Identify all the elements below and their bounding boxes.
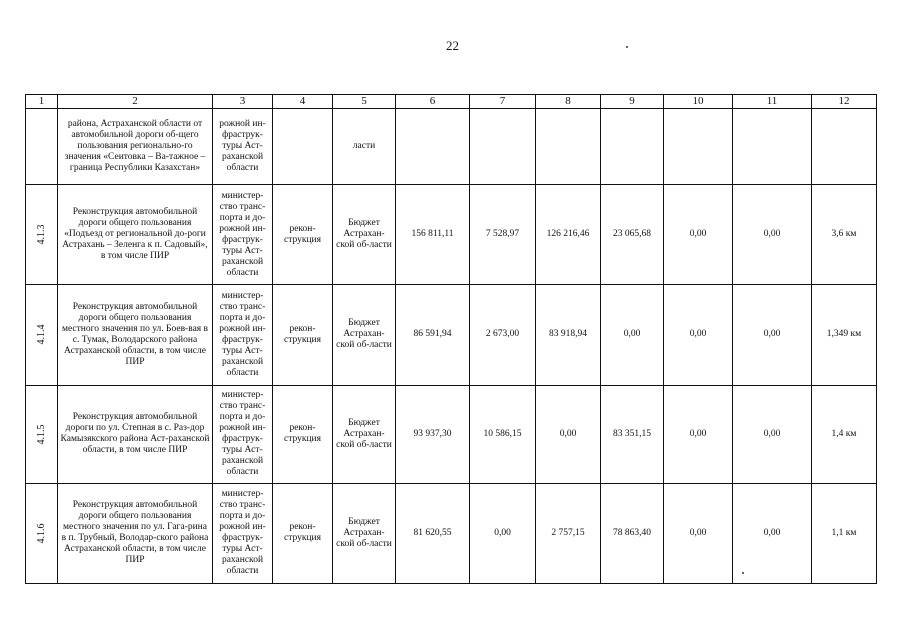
cell-col11: 0,00 [733,483,812,583]
column-header: 11 [733,95,812,109]
cell-work-type: рекон-струкция [273,185,333,285]
cell-empty [536,109,601,185]
cell-executor: министер-ство транс-порта и до-рожной ин-фраструк-туры Аст-раханской области [213,385,273,483]
cell-total: 86 591,94 [396,285,470,385]
cell-col10: 0,00 [664,385,733,483]
cell-length: 1,4 км [812,385,877,483]
cell-length: 3,6 км [812,185,877,285]
cell-description: Реконструкция автомобильной дороги общего пользования «Подъезд от региональной до-роги Астрахань – Зеленга к п. Садовый», в том числе ПИР [58,185,213,285]
cell-number [26,285,58,385]
cell-number [26,483,58,583]
column-header: 10 [664,95,733,109]
scan-speck [626,46,628,48]
cell-description: Реконструкция автомобильной дороги общего пользования местного значения по ул. Гага-рина в п. Трубный, Володар-ского района Астраханской области, в том числе ПИР [58,483,213,583]
cell-executor: министер-ство транс-порта и до-рожной ин-фраструк-туры Аст-раханской области [213,483,273,583]
cell-description: района, Астраханской области от автомобильной дороги об-щего пользования регионально-го значения «Сеитовка – Ва-тажное – граница Республики Казахстан» [58,109,213,185]
column-header: 8 [536,95,601,109]
cell-work-type: рекон-струкция [273,483,333,583]
cell-col8: 126 216,46 [536,185,601,285]
row-number: 4.1.5 [36,424,47,445]
cell-col7: 7 528,97 [470,185,536,285]
table-row [26,385,877,483]
cell-col8: 2 757,15 [536,483,601,583]
cell-length: 1,349 км [812,285,877,385]
page-number: 22 [446,38,459,53]
cell-empty [601,109,664,185]
column-header: 3 [213,95,273,109]
cell-empty [26,109,58,185]
cell-empty [733,109,812,185]
row-number: 4.1.4 [36,324,47,345]
cell-source: Бюджет Астрахан-ской об-ласти [333,285,396,385]
cell-col9: 0,00 [601,285,664,385]
cell-col9: 23 065,68 [601,185,664,285]
cell-col8: 83 918,94 [536,285,601,385]
cell-work-type: рекон-струкция [273,285,333,385]
column-header: 12 [812,95,877,109]
table-row [26,285,877,385]
row-number: 4.1.6 [36,523,47,544]
table-row-continued [26,109,877,185]
cell-col9: 78 863,40 [601,483,664,583]
cell-source: ласти [333,109,396,185]
column-header: 1 [26,95,58,109]
table-row [26,483,877,583]
column-header: 7 [470,95,536,109]
cell-source: Бюджет Астрахан-ской об-ласти [333,483,396,583]
program-table [25,94,877,584]
cell-col10: 0,00 [664,185,733,285]
cell-col7: 0,00 [470,483,536,583]
cell-col8: 0,00 [536,385,601,483]
cell-empty [396,109,470,185]
cell-empty [273,109,333,185]
cell-description: Реконструкция автомобильной дороги общего пользования местного значения по ул. Боев-вая в с. Тумак, Володарского района Астраханской области, в том числе ПИР [58,285,213,385]
column-header: 4 [273,95,333,109]
row-number: 4.1.3 [36,224,47,245]
cell-executor: министер-ство транс-порта и до-рожной ин-фраструк-туры Аст-раханской области [213,285,273,385]
cell-col11: 0,00 [733,385,812,483]
cell-total: 81 620,55 [396,483,470,583]
cell-col7: 2 673,00 [470,285,536,385]
column-header: 2 [58,95,213,109]
cell-col10: 0,00 [664,483,733,583]
cell-col11: 0,00 [733,285,812,385]
cell-col11: 0,00 [733,185,812,285]
column-header: 9 [601,95,664,109]
cell-executor: министер-ство транс-порта и до-рожной ин-фраструк-туры Аст-раханской области [213,185,273,285]
cell-total: 156 811,11 [396,185,470,285]
cell-description: Реконструкция автомобильной дороги по ул. Степная в с. Раз-дор Камызякского района Аст-раханской области, в том числе ПИР [58,385,213,483]
column-header: 5 [333,95,396,109]
cell-source: Бюджет Астрахан-ской об-ласти [333,185,396,285]
cell-work-type: рекон-струкция [273,385,333,483]
cell-number [26,185,58,285]
cell-length: 1,1 км [812,483,877,583]
header-row [26,95,877,109]
column-header: 6 [396,95,470,109]
cell-col9: 83 351,15 [601,385,664,483]
cell-empty [470,109,536,185]
cell-number [26,385,58,483]
cell-total: 93 937,30 [396,385,470,483]
cell-col7: 10 586,15 [470,385,536,483]
cell-source: Бюджет Астрахан-ской об-ласти [333,385,396,483]
table-row [26,185,877,285]
cell-col10: 0,00 [664,285,733,385]
cell-empty [812,109,877,185]
cell-executor: рожной ин-фраструк-туры Аст-раханской области [213,109,273,185]
cell-empty [664,109,733,185]
